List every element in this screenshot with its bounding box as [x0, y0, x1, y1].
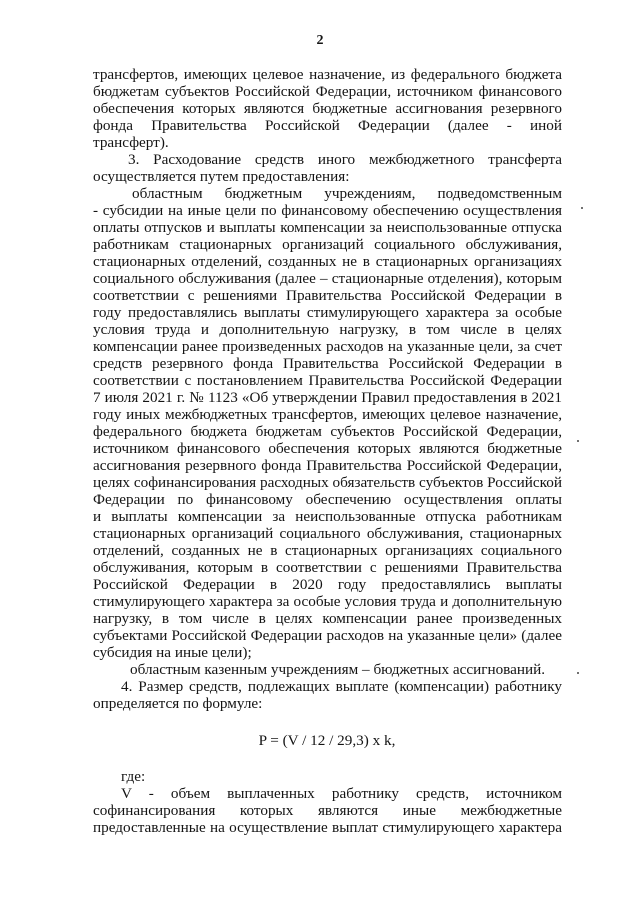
text-line: V - объем выплаченных работнику средств, источником	[121, 785, 562, 802]
text-line: и выплаты компенсации за неиспользованные отпуска работникам	[93, 508, 562, 525]
text-line: нагрузку, в том числе в целях компенсации ранее произведенных	[93, 610, 562, 627]
text-line: федерального бюджета бюджетам субъектов Российской Федерации,	[93, 423, 562, 440]
text-line: субъектами Российской Федерации расходов на указанные цели» (далее	[93, 627, 562, 644]
text-line: целях софинансирования расходных обязательств субъектов Российской	[93, 474, 562, 491]
text-line: стационарных организаций социального обслуживания, стационарных	[93, 525, 562, 542]
text-line: бюджетам субъектов Российской Федерации, источником финансового	[93, 83, 562, 100]
text-line: средств резервного фонда Правительства Российской Федерации в	[93, 355, 562, 372]
text-line: трансферт).	[93, 134, 169, 151]
text-line: где:	[121, 768, 146, 785]
text-line: областным бюджетным учреждениям, подведомственным	[132, 185, 562, 202]
formula: P = (V / 12 / 29,3) x k,	[258, 732, 396, 749]
text-line: отделений, созданных не в стационарных организациях социального	[93, 542, 562, 559]
text-line: 3. Расходование средств иного межбюджетного трансферта	[128, 151, 562, 168]
page-number: 2	[316, 33, 324, 48]
text-line: социального обслуживания (далее – стационарные отделения), которым	[93, 270, 562, 287]
text-line: предоставленные на осуществление выплат стимулирующего характера	[93, 819, 562, 836]
text-line: Федерации по финансовому обеспечению осуществления оплаты	[93, 491, 562, 508]
text-line: субсидия на иные цели);	[93, 644, 252, 661]
text-line: софинансирования которых являются иные межбюджетные	[93, 802, 562, 819]
scan-speck	[577, 672, 579, 674]
text-line: 4. Размер средств, подлежащих выплате (компенсации) работнику	[121, 678, 562, 695]
text-line: году предоставлялись выплаты стимулирующего характера за особые	[93, 304, 562, 321]
text-line: стационарных отделений, созданных не в стационарных организациях	[93, 253, 562, 270]
text-line: обеспечения которых являются бюджетные ассигнования резервного	[93, 100, 562, 117]
text-line: 7 июля 2021 г. № 1123 «Об утверждении Правил предоставления в 2021	[93, 389, 562, 406]
text-line: ассигнования резервного фонда Правительства Российской Федерации,	[93, 457, 562, 474]
text-line: оплаты отпусков и выплаты компенсации за неиспользованные отпуска	[93, 219, 562, 236]
scan-speck	[577, 440, 579, 442]
text-line: соответствии с решениями Правительства Российской Федерации в	[93, 287, 562, 304]
text-line: определяется по формуле:	[93, 695, 263, 712]
text-line: Российской Федерации в 2020 году предоставлялись выплаты	[93, 576, 562, 593]
text-line: - субсидии на иные цели по финансовому обеспечению осуществления	[93, 202, 562, 219]
text-line: соответствии с постановлением Правительства Российской Федерации	[93, 372, 562, 389]
text-line: условия труда и дополнительную нагрузку, в том числе в целях	[93, 321, 562, 338]
text-line: обслуживания, которым в соответствии с решениями Правительства	[93, 559, 562, 576]
text-line: компенсации ранее произведенных расходов на указанные цели, за счет	[93, 338, 562, 355]
text-line: областным казенным учреждениям – бюджетных ассигнований.	[130, 661, 546, 678]
text-line: стимулирующего характера за особые условия труда и дополнительную	[93, 593, 562, 610]
text-line: фонда Правительства Российской Федерации (далее - иной	[93, 117, 562, 134]
text-line: работникам стационарных организаций социального обслуживания,	[93, 236, 562, 253]
text-line: источником финансового обеспечения которых являются бюджетные	[93, 440, 562, 457]
text-line: году иных межбюджетных трансфертов, имеющих целевое назначение,	[93, 406, 562, 423]
text-line: трансфертов, имеющих целевое назначение, из федерального бюджета	[93, 66, 562, 83]
scan-speck	[581, 207, 583, 209]
text-line: осуществляется путем предоставления:	[93, 168, 350, 185]
